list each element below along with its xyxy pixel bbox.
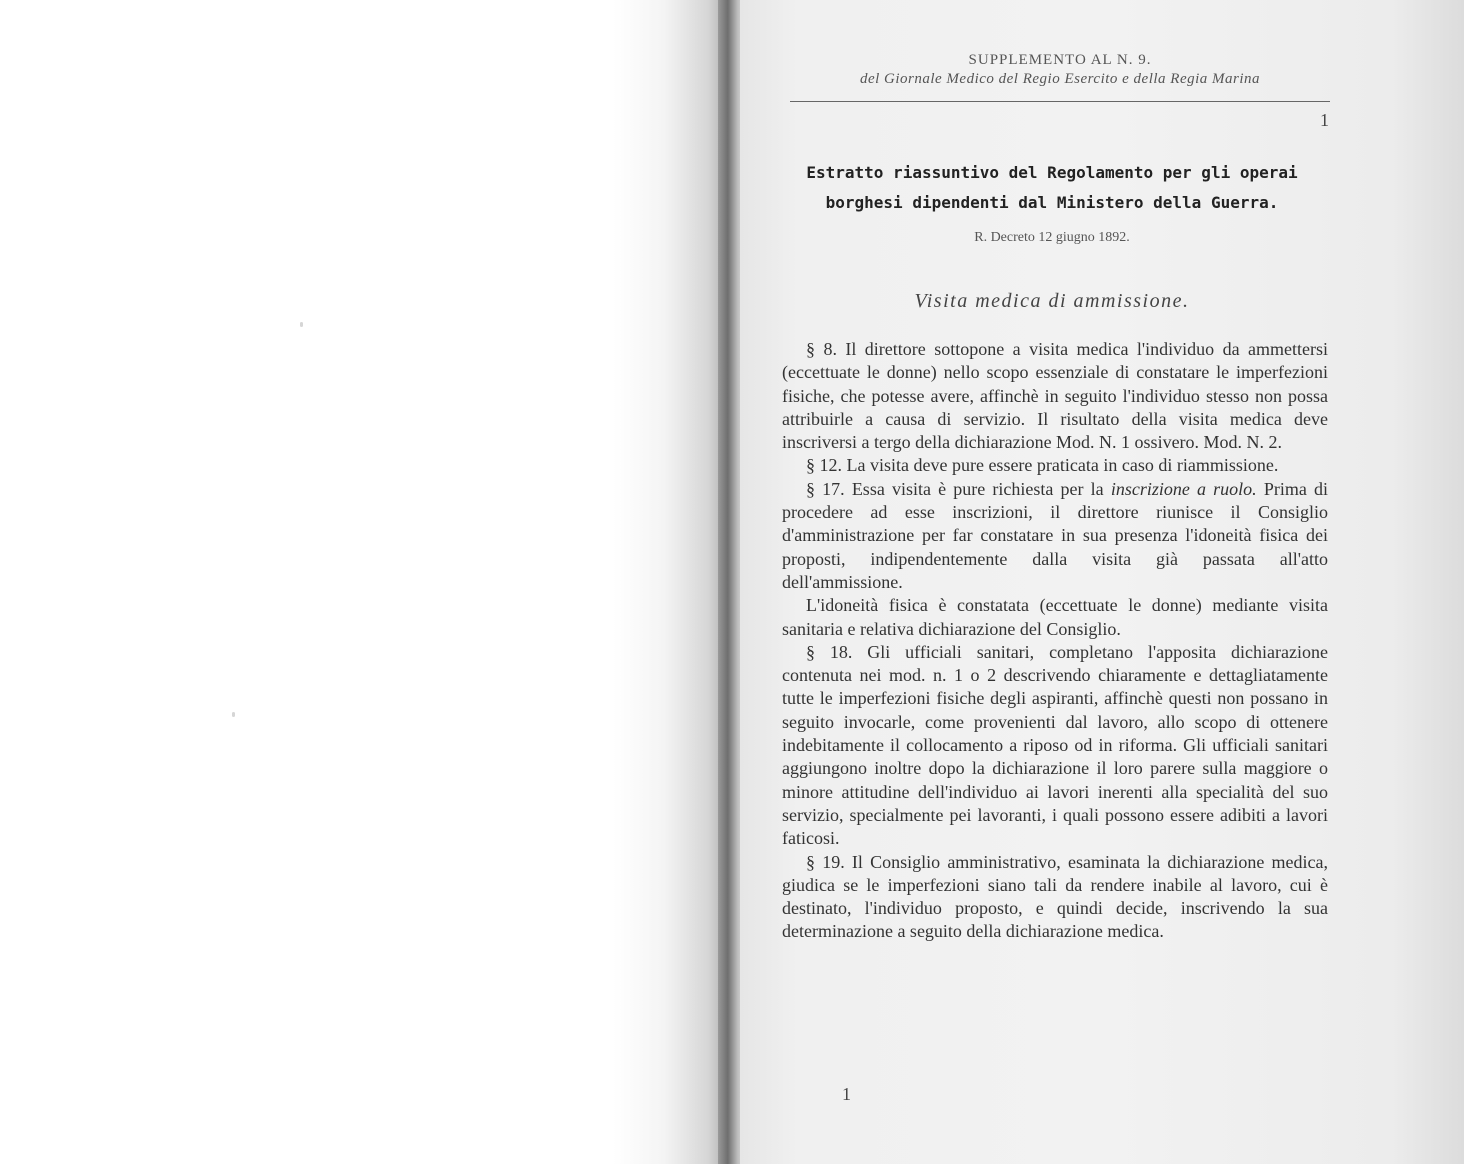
paper-speck (300, 322, 303, 327)
header-rule (790, 101, 1330, 102)
decree-reference: R. Decreto 12 giugno 1892. (974, 230, 1130, 245)
paper-speck (232, 712, 235, 717)
paragraph-art-18: § 18. Gli ufficiali sanitari, completano l'apposita dichiarazione contenuta nei mod. n. 1 o 2 descrivendo chiaramente e dettagliatamente tutte le imperfezioni fisiche degli aspiranti, affinchè questi non possano in seguito invocarle, come provenienti dal lavoro, allo scopo di ottenere indebitamente il collocamento a riposo od in riforma. Gli ufficiali sanitari aggiungono inoltre dopo la dichiarazione il loro parere sulla maggiore o minore attitudine dell'individuo ai lavori inerenti alla specialità del suo servizio, specialmente pei lavoranti, i quali possono essere adibiti a lavori faticosi. (782, 641, 1328, 849)
signature-mark: 1 (842, 1084, 851, 1104)
blank-left-page (0, 0, 730, 1164)
art-17-text-start: § 17. Essa visita è pure richiesta per la (806, 478, 1111, 499)
section-heading: Visita medica di ammissione. (914, 290, 1190, 312)
header-supplement: SUPPLEMENTO AL N. 9. (968, 52, 1152, 68)
title-line-2: borghesi dipendenti dal Ministero della Guerra. (825, 193, 1279, 212)
paragraph-art-17 (782, 478, 1328, 594)
running-header (790, 52, 1330, 88)
header-journal: del Giornale Medico del Regio Esercito e della Regia Marina (859, 71, 1261, 87)
paragraph-fitness: L'idoneità fisica è constatata (eccettuate le donne) mediante visita sanitaria e relativa dichiarazione del Consiglio. (782, 595, 1328, 639)
paragraph-art-8: § 8. Il direttore sottopone a visita medica l'individuo da ammettersi (eccettuate le donne) nello scopo essenziale di constatare le imperfezioni fisiche, che potesse avere, affinchè in seguito l'individuo stesso non possa attribuirle a causa di servizio. Il risultato della visita medica deve inscriversi a tergo della dichiarazione Mod. N. 1 ossivero. Mod. N. 2. (782, 339, 1328, 453)
art-17-text-end: Prima di procedere ad esse inscrizioni, il direttore riunisce il Consiglio d'amministrazione per far constatare in sua presenza l'idoneità fisica dei proposti, indipendentemente dalla visita già passata all'atto dell'ammissione. (782, 478, 1328, 592)
page-number: 1 (1320, 110, 1329, 130)
body-text (782, 338, 1328, 944)
paragraph-art-12: § 12. La visita deve pure essere praticata in caso di riammissione. (806, 455, 1279, 476)
paragraph-art-19: § 19. Il Consiglio amministrativo, esaminata la dichiarazione medica, giudica se le imperfezioni siano tali da rendere inabile al lavoro, cui è destinato, l'individuo proposto, e quindi decide, inscrivendo la sua determinazione a seguito della dichiarazione medica. (782, 851, 1328, 942)
art-17-emphasis: inscrizione a ruolo. (1110, 478, 1257, 499)
title-line-1: Estratto riassuntivo del Regolamento per gli operai (806, 163, 1298, 182)
document-title (762, 158, 1342, 218)
